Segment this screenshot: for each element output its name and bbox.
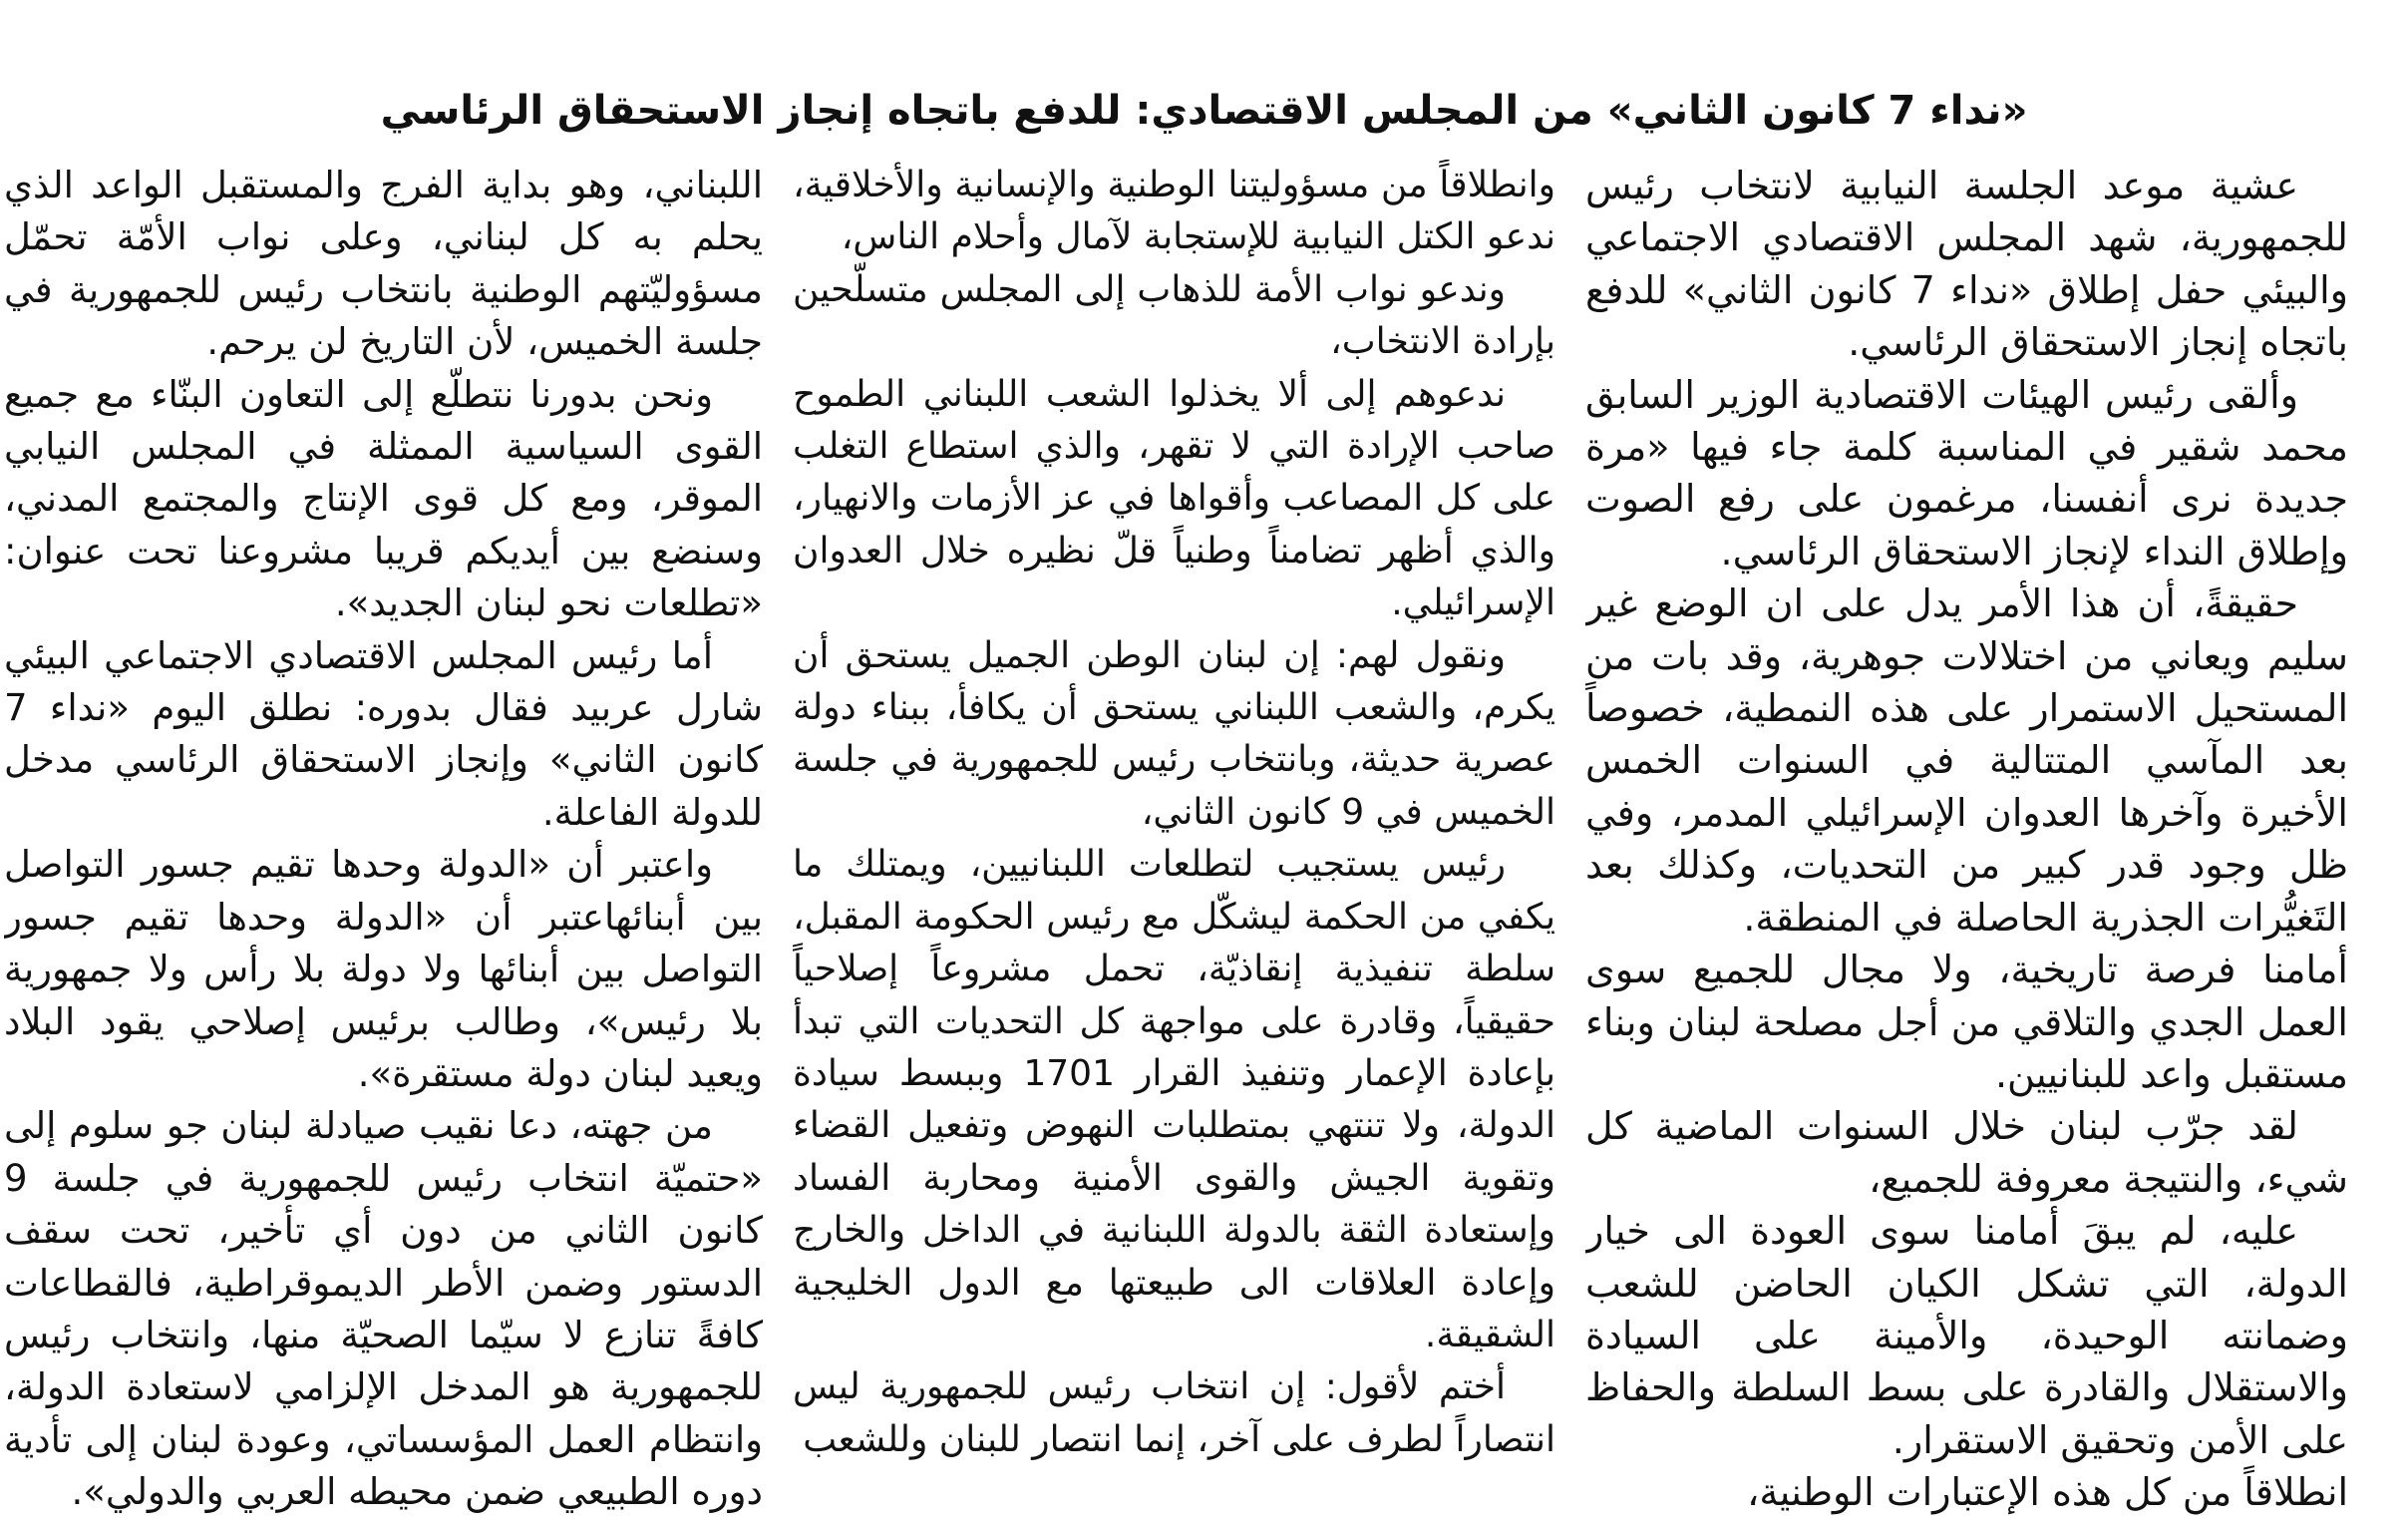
paragraph: ونحن بدورنا نتطلّع إلى التعاون البنّاء مع جميع القوى السياسية الممثلة في المجلس النيابي الموقر، ومع كل قوى الإنتاج والمجتمع المدني، وسنضع بين أيديكم قريبا مشروعنا تحت عنوان: «تطلعات نحو لبنان الجديد». (4, 372, 763, 625)
paragraph: وانطلاقاً من مسؤوليتنا الوطنية والإنسانية والأخلاقية، ندعو الكتل النيابية للإستجابة لآمال وأحلام الناس، (793, 165, 1555, 258)
paragraph: اللبناني، وهو بداية الفرج والمستقبل الواعد الذي يحلم به كل لبناني، وعلى نواب الأمّة تحمّل مسؤوليّتهم الوطنية بانتخاب رئيس للجمهورية في جلسة الخميس، لأن التاريخ لن يرحم. (4, 164, 763, 364)
column-left (4, 160, 763, 1526)
paragraph: انطلاقاً من كل هذه الإعتبارات الوطنية، (1747, 1470, 2348, 1515)
paragraph: رئيس يستجيب لتطلعات اللبنانيين، ويمتلك ما يكفي من الحكمة ليشكّل مع رئيس الحكومة المقبل، سلطة تنفيذية إنقاذيّة، تحمل مشروعاً إصلاحياً حقيقياً، وقادرة على مواجهة كل التحديات التي تبدأ بإعادة الإعمار وتنفيذ القرار 1701 وببسط سيادة الدولة، ولا تنتهي بمتطلبات النهوض وتفعيل القضاء وتقوية الجيش والقوى الأمنية ومحاربة الفساد وإستعادة الثقة بالدولة اللبنانية في الداخل والخارج وإعادة العلاقات الى طبيعتها مع الدول الخليجية الشقيقة. (793, 844, 1555, 1355)
column-right (1585, 160, 2348, 1526)
paragraph: لقد جرّب لبنان خلال السنوات الماضية كل شيء، والنتيجة معروفة للجميع، (1585, 1104, 2348, 1201)
paragraph: ونقول لهم: إن لبنان الوطن الجميل يستحق أن يكرم، والشعب اللبناني يستحق أن يكافأ، ببناء دولة عصرية حديثة، وبانتخاب رئيس للجمهورية في جلسة الخميس في 9 كانون الثاني، (793, 634, 1555, 833)
paragraph: واعتبر أن «الدولة وحدها تقيم جسور التواصل بين أبنائهاعتبر أن «الدولة وحدها تقيم جسور التواصل بين أبنائها ولا دولة بلا رأس ولا جمهورية بلا رئيس»، وطالب برئيس إصلاحي يقود البلاد ويعيد لبنان دولة مستقرة». (4, 843, 763, 1095)
paragraph: ندعوهم إلى ألا يخذلوا الشعب اللبناني الطموح صاحب الإرادة التي لا تقهر، والذي استطاع التغلب على كل المصاعب وأقواها في عز الأزمات والانهيار، والذي أظهر تضامناً وطنياً قلّ نظيره خلال العدوان الإسرائيلي. (793, 373, 1555, 624)
paragraph: من جهته، دعا نقيب صيادلة لبنان جو سلوم إلى «حتميّة انتخاب رئيس للجمهورية في جلسة 9 كانون الثاني من دون أي تأخير، تحت سقف الدستور وضمن الأطر الديموقراطية، فالقطاعات كافةً تنازع لا سيّما الصحيّة منها، وانتخاب رئيس للجمهورية هو المدخل الإلزامي لاستعادة الدولة، وانتظام العمل المؤسساتي، وعودة لبنان إلى تأدية دوره الطبيعي ضمن محيطه العربي والدولي». (4, 1104, 763, 1514)
paragraph: عشية موعد الجلسة النيابية لانتخاب رئيس للجمهورية، شهد المجلس الاقتصادي الاجتماعي والبيئي حفل إطلاق «نداء 7 كانون الثاني» للدفع باتجاه إنجاز الاستحقاق الرئاسي. (1585, 164, 2348, 365)
paragraph: حقيقةً، أن هذا الأمر يدل على ان الوضع غير سليم ويعاني من اختلالات جوهرية، وقد بات من المستحيل الاستمرار على هذه النمطية، خصوصاً بعد المآسي المتتالية في السنوات الخمس الأخيرة وآخرها العدوان الإسرائيلي المدمر، وفي ظل وجود قدر كبير من التحديات، وكذلك بعد التَغيُّرات الجذرية الحاصلة في المنطقة. (1585, 581, 2348, 940)
paragraph: عليه، لم يبقَ أمامنا سوى العودة الى خيار الدولة، التي تشكل الكيان الحاضن للشعب وضمانته الوحيدة، والأمينة على السيادة والاستقلال والقادرة على بسط السلطة والحفاظ على الأمن وتحقيق الاستقرار. (1585, 1209, 2348, 1462)
article-headline: «نداء 7 كانون الثاني» من المجلس الاقتصادي: للدفع باتجاه إنجاز الاستحقاق الرئاسي (380, 88, 2028, 134)
paragraph: أختم لأقول: إن انتخاب رئيس للجمهورية ليس انتصاراً لطرف على آخر، إنما انتصار للبنان وللشعب (793, 1366, 1555, 1460)
paragraph: أما رئيس المجلس الاقتصادي الاجتماعي البيئي شارل عربيد فقال بدوره: نطلق اليوم «نداء 7 كانون الثاني» وإنجاز الاستحقاق الرئاسي مدخل للدولة الفاعلة. (4, 633, 763, 834)
paragraph: وندعو نواب الأمة للذهاب إلى المجلس متسلّحين بإرادة الانتخاب، (793, 268, 1555, 363)
paragraph: أمامنا فرصة تاريخية، ولا مجال للجميع سوى العمل الجدي والتلاقي من أجل مصلحة لبنان وبناء مستقبل واعد للبنانيين. (1585, 948, 2348, 1096)
paragraph: وألقى رئيس الهيئات الاقتصادية الوزير السابق محمد شقير في المناسبة كلمة جاء فيها «مرة جديدة نرى أنفسنا، مرغمون على رفع الصوت وإطلاق النداء لإنجاز الاستحقاق الرئاسي. (1585, 372, 2348, 573)
column-middle (793, 160, 1555, 1526)
